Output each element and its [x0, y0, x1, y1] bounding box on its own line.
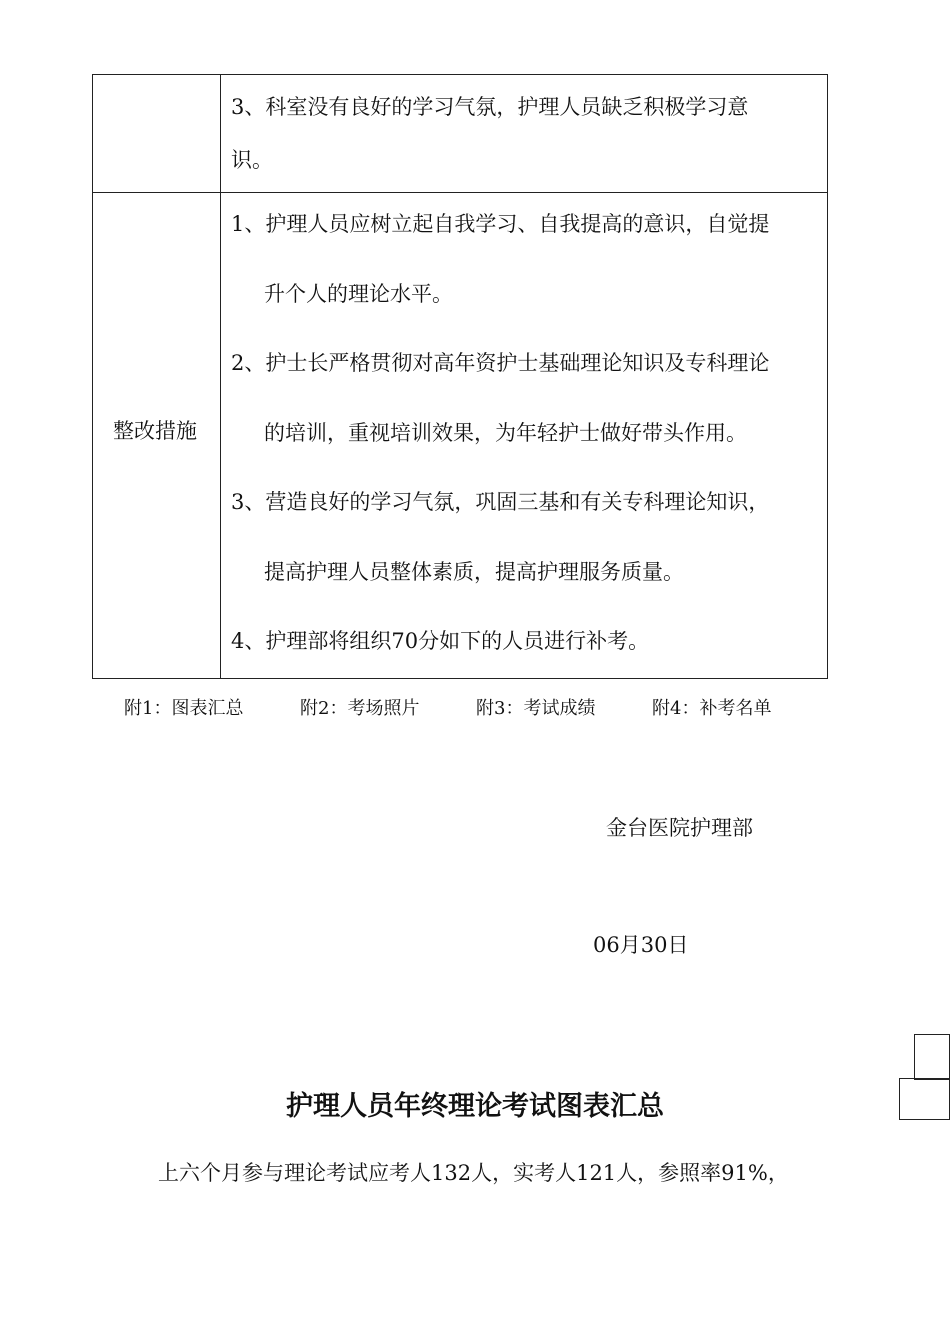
- attachment-retake-list: 附4：补考名单: [652, 698, 772, 719]
- measure-line: 升个人的理论水平。: [264, 282, 453, 306]
- attachment-exam-photos: 附2：考场照片: [300, 698, 420, 719]
- measure-line: 提高护理人员整体素质，提高护理服务质量。: [264, 560, 684, 584]
- margin-box: [914, 1034, 950, 1080]
- measure-line: 的培训，重视培训效果，为年轻护士做好带头作用。: [264, 421, 747, 445]
- attachment-chart-summary: 附1：图表汇总: [124, 698, 244, 719]
- measure-line: 2、护士长严格贯彻对高年资护士基础理论知识及专科理论: [231, 351, 770, 375]
- signature-department: 金台医院护理部: [606, 816, 753, 840]
- problem-line: 识。: [231, 148, 273, 172]
- remarks-table: [92, 74, 828, 679]
- section-title: 护理人员年终理论考试图表汇总: [286, 1091, 664, 1122]
- attachment-exam-scores: 附3：考试成绩: [476, 698, 596, 719]
- measure-line: 1、护理人员应树立起自我学习、自我提高的意识，自觉提: [231, 212, 770, 236]
- table-column-divider: [220, 75, 221, 678]
- measure-line: 3、营造良好的学习气氛，巩固三基和有关专科理论知识，: [231, 490, 770, 514]
- signature-date: 06月30日: [593, 933, 689, 957]
- table-row-divider: [93, 192, 827, 193]
- measures-label: 整改措施: [113, 419, 197, 443]
- problem-line: 3、科室没有良好的学习气氛，护理人员缺乏积极学习意: [231, 95, 749, 119]
- measure-line: 4、护理部将组织70分如下的人员进行补考。: [231, 629, 650, 653]
- summary-paragraph: 上六个月参与理论考试应考人132人，实考人121人，参照率91%，: [158, 1161, 789, 1185]
